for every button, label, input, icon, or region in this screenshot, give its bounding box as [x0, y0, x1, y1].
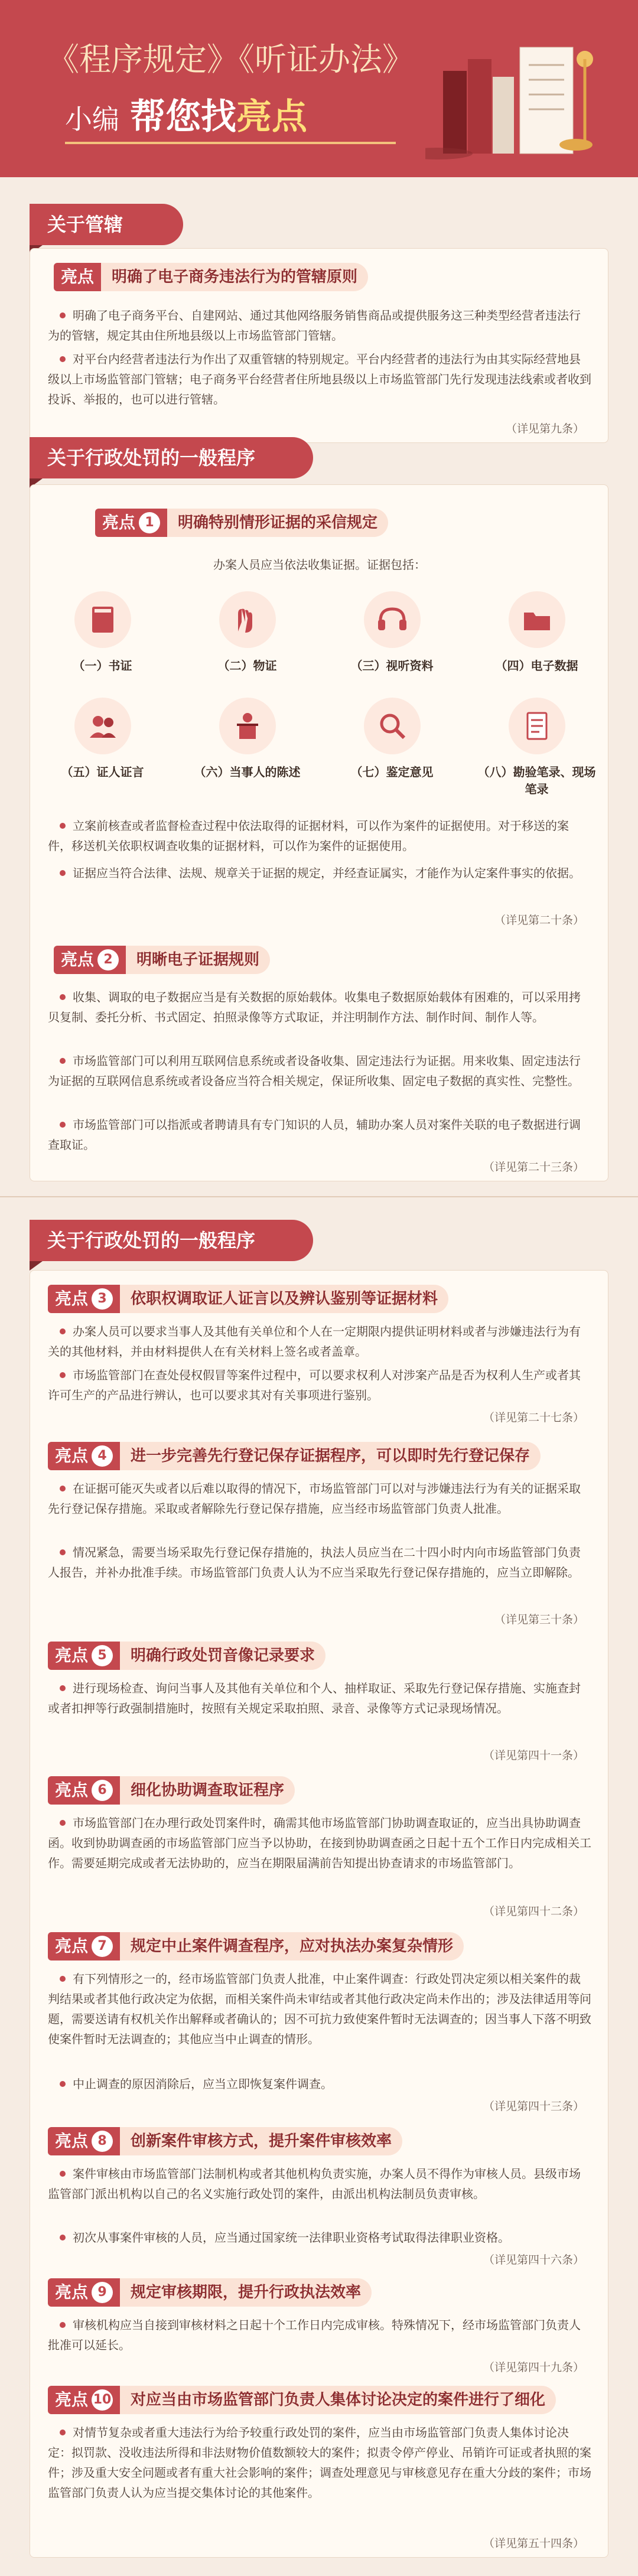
tag-label: 进一步完善先行登记保存证据程序，可以即时先行登记保存	[120, 1442, 541, 1470]
tag-number: 8	[92, 2131, 113, 2152]
block2-text2: 证据应当符合法律、法规、规章关于证据的规定，并经查证属实，才能作为认定案件事实的依据。	[73, 866, 581, 880]
block10-ref: （详见第四十九条）	[483, 2361, 584, 2374]
tag-label: 对应当由市场监管部门负责人集体讨论决定的案件进行了细化	[120, 2386, 556, 2414]
bullet-dot	[60, 823, 66, 829]
block3-text3: 市场监管部门可以指派或者聘请具有专门知识的人员，辅助办案人员对案件关联的电子数据进行调查取证。	[48, 1118, 581, 1152]
tag-label: 明确行政处罚音像记录要求	[120, 1642, 325, 1670]
gloves-icon	[219, 591, 276, 648]
block2-text1: 立案前核查或者监督检查过程中依法取得的证据材料，可以作为案件的证据使用。对于移送的案件，移送机关依职权调查收集的证据材料，可以作为案件的证据使用。	[48, 819, 569, 853]
highlight-badge: 亮点 4	[48, 1442, 120, 1470]
block1-ref: （详见第九条）	[505, 422, 584, 435]
card-block2	[30, 484, 608, 1181]
block8-para2	[48, 2074, 591, 2094]
bullet-dot	[60, 1058, 66, 1064]
section-title-general-procedure-2: 关于行政处罚的一般程序	[30, 1220, 313, 1261]
block1-para1	[48, 305, 591, 346]
bullet-dot	[60, 1328, 66, 1334]
evidence-item-witness	[44, 698, 162, 797]
witness-icon	[74, 698, 131, 754]
tag-label: 明确特别情形证据的采信规定	[167, 509, 388, 537]
bullet-dot	[60, 2171, 66, 2177]
block10-para1	[48, 2315, 591, 2355]
block4-text2: 市场监管部门在查处侵权假冒等案件过程中，可以要求权利人对涉案产品是否为权利人生产或者其许可生产的产品进行辨认，也可以要求其对有关事项进行鉴别。	[48, 1368, 581, 1402]
law-books-scale-icon	[425, 24, 603, 159]
tag-number: 3	[92, 1288, 113, 1310]
tag-number: 7	[92, 1936, 113, 1957]
evidence-item-physical	[188, 591, 307, 673]
block3-para1	[48, 987, 591, 1027]
card-block1	[30, 248, 608, 443]
block5-text2: 情况紧急，需要当场采取先行登记保存措施的，执法人员应当在二十四小时内向市场监管部门负责人报告，并补办批准手续。市场监管部门负责人认为不应当采取先行登记保存措施的，应当立即解除。	[48, 1545, 581, 1580]
block8-text2: 中止调查的原因消除后，应当立即恢复案件调查。	[73, 2077, 333, 2091]
tag-block5	[48, 1442, 541, 1470]
tag-label: 规定中止案件调查程序，应对执法办案复杂情形	[120, 1932, 464, 1961]
tag-label: 创新案件审核方式，提升案件审核效率	[120, 2127, 402, 2155]
section-title-jurisdiction: 关于管辖	[30, 204, 183, 245]
header-title-line2	[65, 89, 307, 139]
block7-para1	[48, 1813, 591, 1873]
evidence-item-records	[478, 698, 596, 797]
block6-ref: （详见第四十一条）	[483, 1749, 584, 1762]
block9-para1	[48, 2164, 591, 2204]
folder-icon	[509, 591, 565, 648]
notes-icon	[509, 698, 565, 754]
evidence-label: （三）视听资料	[350, 659, 434, 673]
tag-label: 明确了电子商务违法行为的管辖原则	[101, 263, 368, 291]
tag-block2	[95, 509, 388, 537]
evidence-label: （六）当事人的陈述	[194, 765, 301, 779]
highlight-badge: 亮点 10	[48, 2386, 120, 2414]
evidence-label: （四）电子数据	[495, 659, 578, 673]
block9-text1: 案件审核由市场监管部门法制机构或者其他机构负责实施，办案人员不得作为审核人员。县级市场监管部门派出机构以自己的名义实施行政处罚的案件，由派出机构法制员负责审核。	[48, 2167, 581, 2201]
tag-block8	[48, 1932, 464, 1961]
header-main: 帮您找	[130, 96, 236, 138]
evidence-label: （五）证人证言	[61, 765, 144, 779]
card-block-section3	[30, 1270, 608, 2558]
bullet-dot	[60, 1685, 66, 1691]
bullet-dot	[60, 1372, 66, 1378]
block8-ref: （详见第四十三条）	[483, 2100, 584, 2113]
tag-block1	[54, 263, 368, 291]
highlight-badge: 亮点 1	[95, 509, 167, 537]
evidence-item-appraisal	[333, 698, 451, 797]
tag-block4	[48, 1285, 448, 1313]
block11-para1	[48, 2422, 591, 2503]
block8-para1	[48, 1969, 591, 2049]
tag-label: 依职权调取证人证言以及辨认鉴别等证据材料	[120, 1285, 448, 1313]
bullet-dot	[60, 2235, 66, 2240]
tag-number: 6	[92, 1780, 113, 1801]
block9-para2	[48, 2227, 591, 2248]
highlight-badge: 亮点 6	[48, 1776, 120, 1805]
header-prefix: 小编	[65, 103, 119, 135]
block6-para1	[48, 1678, 591, 1718]
block7-ref: （详见第四十二条）	[483, 1905, 584, 1918]
evidence-label: （八）勘验笔录、现场笔录	[477, 765, 596, 796]
header-title-line1: 《程序规定》《听证办法》	[47, 41, 414, 78]
block9-ref: （详见第四十六条）	[483, 2253, 584, 2266]
block10-text1: 审核机构应当自接到审核材料之日起十个工作日内完成审核。特殊情况下，经市场监管部门负责人批准可以延长。	[48, 2318, 581, 2352]
tag-label: 明晰电子证据规则	[126, 946, 270, 974]
header-underline	[65, 142, 396, 144]
block5-text1: 在证据可能灭失或者以后难以取得的情况下，市场监管部门可以对与涉嫌违法行为有关的证据采取先行登记保存措施。采取或者解除先行登记保存措施，应当经市场监管部门负责人批准。	[48, 1481, 581, 1516]
block5-para2	[48, 1542, 591, 1582]
bullet-dot	[60, 2081, 66, 2087]
block6-text1: 进行现场检查、询问当事人及其他有关单位和个人、抽样取证、采取先行登记保存措施、实施查封或者扣押等行政强制措施时，按照有关规定采取拍照、录音、录像等方式记录现场情况。	[48, 1681, 581, 1715]
highlight-badge: 亮点 2	[54, 946, 126, 974]
analysis-icon	[364, 698, 421, 754]
evidence-icons-row2	[30, 698, 609, 797]
block9-text2: 初次从事案件审核的人员，应当通过国家统一法律职业资格考试取得法律职业资格。	[73, 2230, 510, 2245]
block1-text2: 对平台内经营者违法行为作出了双重管辖的特别规定。平台内经营者的违法行为由其实际经营地县级以上市场监管部门管辖；电子商务平台经营者住所地县级以上市场监管部门先行发现违法线索或者收到投诉、举报的，也可以进行管辖。	[48, 352, 591, 406]
bullet-dot	[60, 870, 66, 876]
evidence-icons-row1	[30, 591, 609, 673]
bullet-dot	[60, 312, 66, 318]
block8-text1: 有下列情形之一的，经市场监管部门负责人批准，中止案件调查：行政处罚决定须以相关案件的裁判结果或者其他行政决定为依据，而相关案件尚未审结或者其他行政决定尚未作出的；涉及法律适用等问题，需要送请有权机关作出解释或者确认的；因不可抗力致使案件暂时无法调查的；因当事人下落不明致使案件暂时无法调查的；其他应当中止调查的情形。	[48, 1972, 591, 2046]
header-banner	[0, 0, 638, 177]
block11-ref: （详见第五十四条）	[483, 2537, 584, 2550]
evidence-item-documentary	[44, 591, 162, 673]
tag-number: 5	[92, 1645, 113, 1666]
bullet-dot	[60, 1122, 66, 1128]
block4-ref: （详见第二十七条）	[483, 1411, 584, 1424]
highlight-badge: 亮点 9	[48, 2278, 120, 2307]
bullet-dot	[60, 1820, 66, 1826]
block4-text1: 办案人员可以要求当事人及其他有关单位和个人在一定期限内提供证明材料或者与涉嫌违法行为有关的其他材料，并由材料提供人在有关材料上签名或者盖章。	[48, 1324, 581, 1359]
tag-number: 4	[92, 1445, 113, 1467]
highlight-badge: 亮点	[54, 263, 101, 291]
highlight-badge: 亮点 8	[48, 2127, 120, 2155]
bullet-dot	[60, 1486, 66, 1491]
block2-para1	[48, 816, 591, 856]
block11-text1: 对情节复杂或者重大违法行为给予较重行政处罚的案件，应当由市场监管部门负责人集体讨论决定：拟罚款、没收违法所得和非法财物价值数额较大的案件；拟责令停产停业、吊销许可证或者执照的案件；涉及重大安全问题或者有重大社会影响的案件；调查处理意见与审核意见存在重大分歧的案件；市场监管部门负责人认为应当提交集体讨论的其他案件。	[48, 2425, 591, 2500]
tag-block11	[48, 2386, 556, 2414]
section-divider	[0, 1196, 638, 1197]
tag-block6	[48, 1642, 325, 1670]
tag-block3	[54, 946, 270, 974]
block4-para2	[48, 1365, 591, 1405]
tag-block9	[48, 2127, 402, 2155]
audio-icon	[364, 591, 421, 648]
block2-ref: （详见第二十条）	[494, 914, 584, 927]
block3-para2	[48, 1051, 591, 1091]
highlight-badge: 亮点 7	[48, 1932, 120, 1961]
tag-block10	[48, 2278, 372, 2307]
block3-text1: 收集、调取的电子数据应当是有关数据的原始载体。收集电子数据原始载体有困难的，可以采用拷贝复制、委托分析、书式固定、拍照录像等方式取证，并注明制作方法、制作时间、制作人等。	[48, 990, 581, 1024]
block1-para2	[48, 349, 591, 409]
tag-label: 细化协助调查取证程序	[120, 1776, 295, 1805]
evidence-item-audiovisual	[333, 591, 451, 673]
block3-ref: （详见第二十三条）	[483, 1161, 584, 1174]
block2-para2	[48, 863, 591, 883]
bullet-dot	[60, 2322, 66, 2328]
evidence-item-statement	[188, 698, 307, 797]
bullet-dot	[60, 1976, 66, 1982]
bullet-dot	[60, 2430, 66, 2435]
block5-ref: （详见第三十条）	[494, 1613, 584, 1626]
section-title-general-procedure-1: 关于行政处罚的一般程序	[30, 437, 313, 478]
tag-block7	[48, 1776, 295, 1805]
block2-intro: 办案人员应当依法收集证据。证据包括：	[213, 558, 426, 572]
podium-icon	[219, 698, 276, 754]
block3-text2: 市场监管部门可以利用互联网信息系统或者设备收集、固定违法行为证据。用来收集、固定违法行为证据的互联网信息系统或者设备应当符合相关规定，保证所收集、固定电子数据的真实性、完整性。	[48, 1054, 581, 1088]
bullet-dot	[60, 994, 66, 1000]
block4-para1	[48, 1321, 591, 1362]
evidence-label: （二）物证	[217, 659, 277, 673]
bullet-dot	[60, 1549, 66, 1555]
evidence-label: （一）书证	[73, 659, 132, 673]
evidence-item-electronic	[478, 591, 596, 673]
tag-label: 规定审核期限，提升行政执法效率	[120, 2278, 372, 2307]
book-icon	[74, 591, 131, 648]
tag-number: 9	[92, 2282, 113, 2303]
highlight-badge: 亮点 3	[48, 1285, 120, 1313]
header-highlight: 亮点	[236, 96, 307, 138]
block1-text1: 明确了电子商务平台、自建网站、通过其他网络服务销售商品或提供服务这三种类型经营者违法行为的管辖，规定其由住所地县级以上市场监管部门管辖。	[48, 308, 581, 343]
tag-number: 10	[92, 2389, 113, 2411]
block5-para1	[48, 1478, 591, 1519]
bullet-dot	[60, 356, 66, 362]
tag-number: 1	[139, 512, 160, 533]
highlight-badge: 亮点 5	[48, 1642, 120, 1670]
block7-text1: 市场监管部门在办理行政处罚案件时，确需其他市场监管部门协助调查取证的，应当出具协助调查函。收到协助调查函的市场监管部门应当予以协助，在接到协助调查函之日起十五个工作日内完成相关工作。需要延期完成或者无法协助的，应当在期限届满前告知提出协查请求的市场监管部门。	[48, 1816, 591, 1870]
evidence-label: （七）鉴定意见	[350, 765, 434, 779]
block3-para3	[48, 1115, 591, 1155]
tag-number: 2	[97, 949, 119, 971]
